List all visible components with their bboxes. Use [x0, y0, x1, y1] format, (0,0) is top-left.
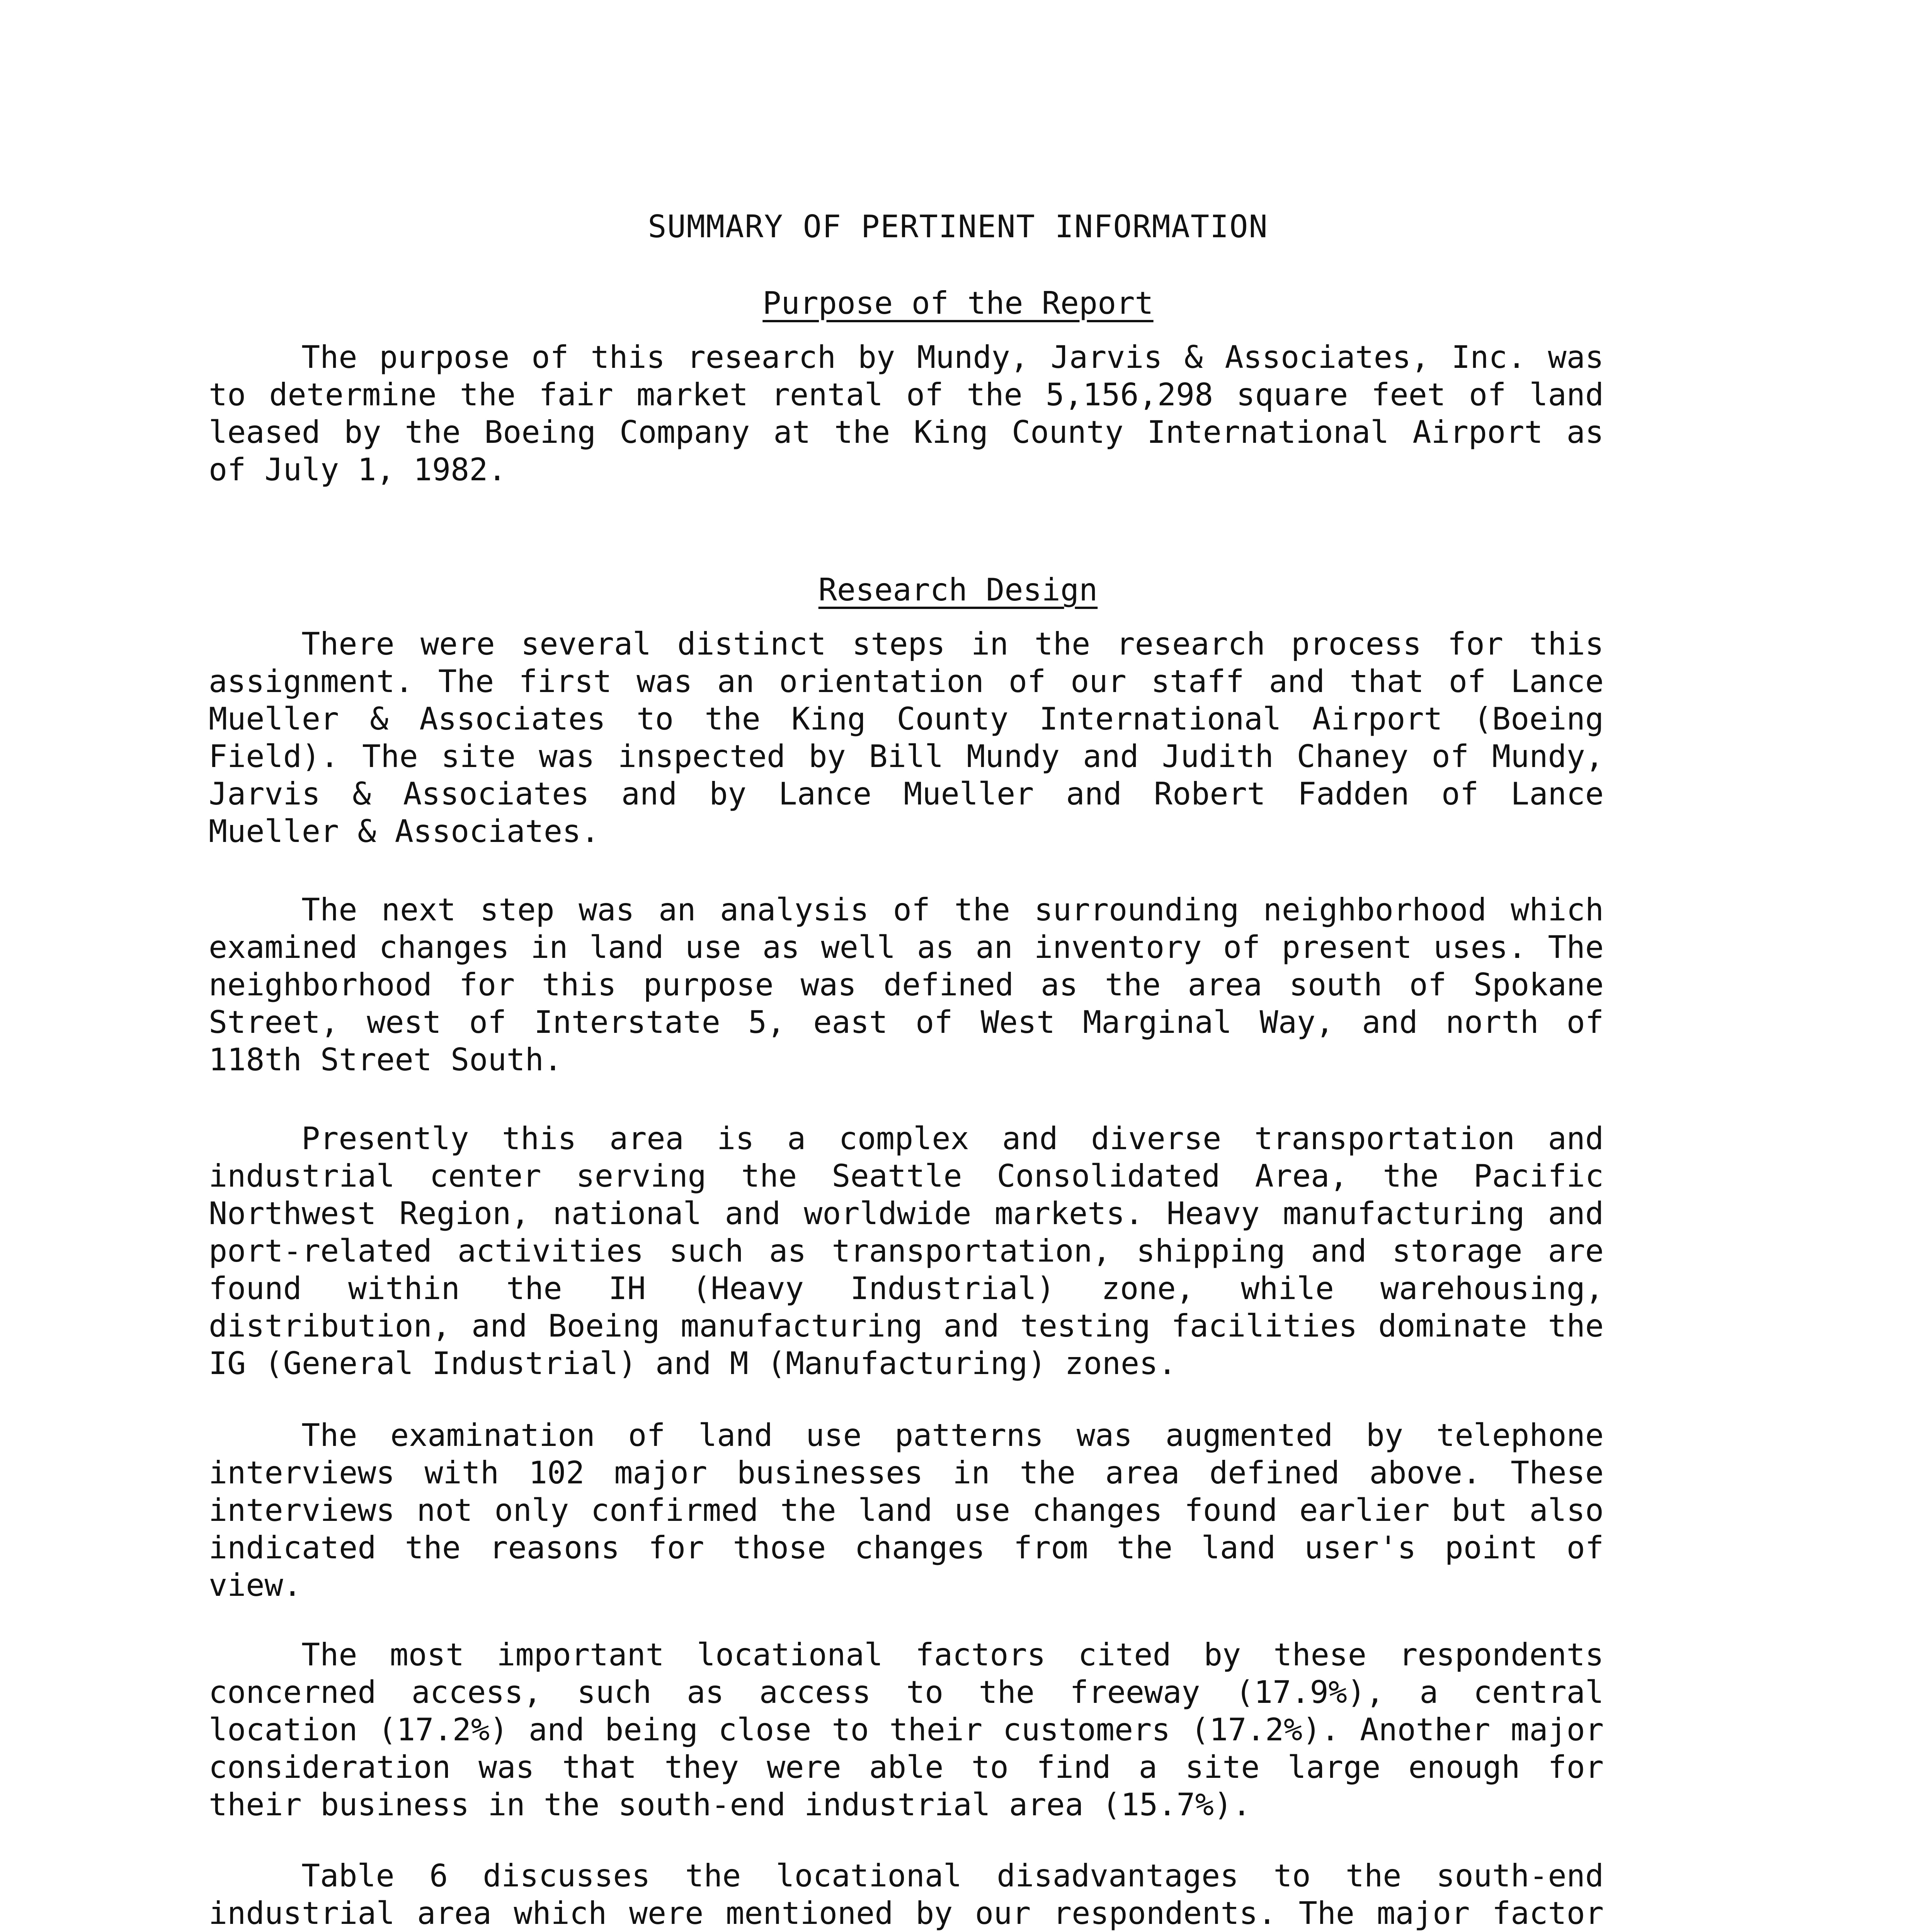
paragraph-neighborhood: The next step was an analysis of the surrounding neighborhood which examined changes in land use as well as an inventory of present uses. The neighborhood for this purpose was defined as the area south of Spokane Street, west of Interstate 5, east of West Marginal Way, and north of 118th Street South.: [209, 892, 1604, 1078]
paragraph-disadvantages: Table 6 discusses the locational disadvantages to the south-end industrial area which were mentioned by our respondents. The major factor: [209, 1858, 1604, 1931]
section-heading-purpose: [0, 285, 1916, 321]
paragraph-research-steps: There were several distinct steps in the research process for this assignment. The first was an orientation of our staff and that of Lance Mueller & Associates to the King County International Airport (Boeing Field). The site was inspected by Bill Mundy and Judith Chaney of Mundy, Jarvis & Associates and by Lance Mueller and Robert Fadden of Lance Mueller & Associates.: [209, 626, 1604, 849]
page-title: SUMMARY OF PERTINENT INFORMATION: [648, 209, 1268, 245]
paragraph-interviews: The examination of land use patterns was augmented by telephone interviews with 102 major businesses in the area defined above. These interviews not only confirmed the land use changes found earlier but also indicated the reasons for those changes from the land user's point of view.: [209, 1417, 1604, 1603]
section-heading-research-design: [0, 572, 1916, 608]
paragraph-purpose: The purpose of this research by Mundy, Jarvis & Associates, Inc. was to determine the fair market rental of the 5,156,298 square feet of land leased by the Boeing Company at the King County International Airport as of July 1, 1982.: [209, 339, 1604, 488]
section-heading-purpose-text: Purpose of the Report: [762, 285, 1154, 321]
paragraph-locational-factors: The most important locational factors cited by these respondents concerned access, such as access to the freeway (17.9%), a central location (17.2%) and being close to their customers (17.2%). Another major consideration was that they were able to find a site large enough for their business in the south-end industrial area (15.7%).: [209, 1637, 1604, 1823]
paragraph-area-description: Presently this area is a complex and diverse transportation and industrial center serving the Seattle Consolidated Area, the Pacific Northwest Region, national and worldwide markets. Heavy manufacturing and port-related activities such as transportation, shipping and storage are found within the IH (Heavy Industrial) zone, while warehousing, distribution, and Boeing manufacturing and testing facilities dominate the IG (General Industrial) and M (Manufacturing) zones.: [209, 1121, 1604, 1381]
section-heading-research-design-text: Research Design: [818, 572, 1098, 608]
